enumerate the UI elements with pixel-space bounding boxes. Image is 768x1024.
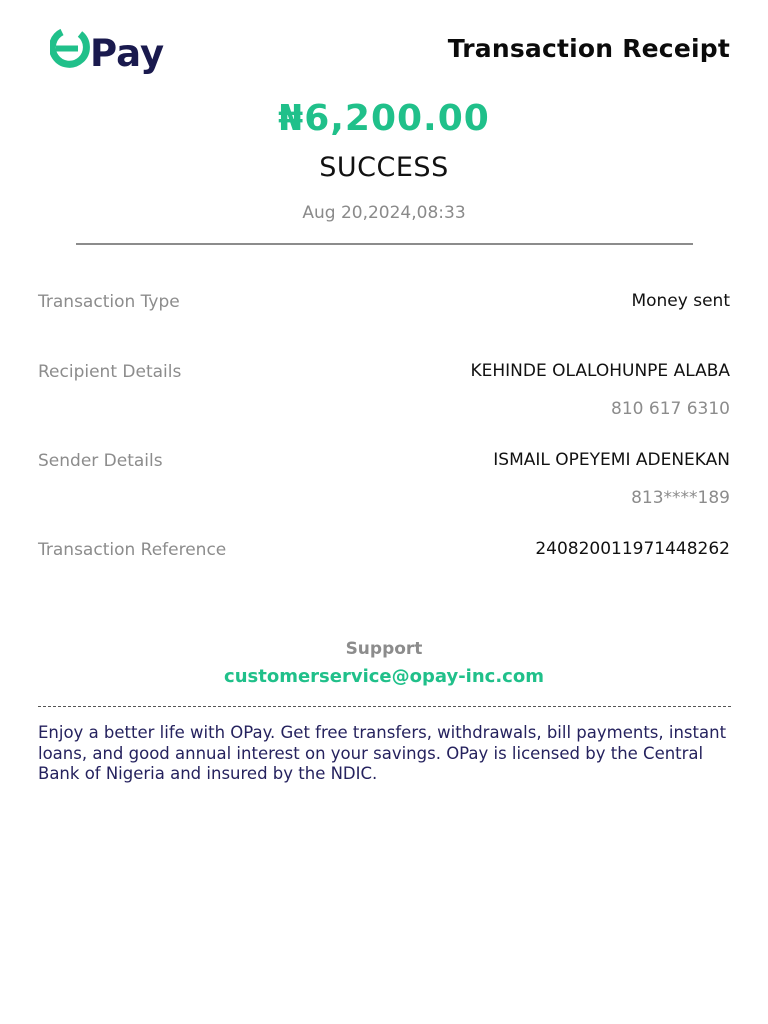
dashed-divider [38,706,731,707]
transaction-status: SUCCESS [319,152,449,183]
recipient-name: KEHINDE OLALOHUNPE ALABA [470,361,730,381]
sender-details-label: Sender Details [38,451,163,471]
header-divider [76,243,693,245]
receipt-title: Transaction Receipt [447,34,730,63]
footer-disclaimer: Enjoy a better life with OPay. Get free transfers, withdrawals, bill payments, instant loans, and good annual interest on your savings. OPay is licensed by the Central Bank of Nigeria and insured by the NDIC. [38,723,727,783]
recipient-account: 810 617 6310 [611,399,730,419]
transaction-datetime: Aug 20,2024,08:33 [302,203,466,223]
support-email-link[interactable]: customerservice@opay-inc.com [224,666,544,687]
recipient-details-label: Recipient Details [38,362,182,382]
sender-account: 813****189 [631,488,730,508]
transaction-type-label: Transaction Type [38,292,180,312]
transaction-amount: ₦6,200.00 [278,98,490,139]
sender-name: ISMAIL OPEYEMI ADENEKAN [493,450,730,470]
svg-text:Pay: Pay [90,32,165,74]
opay-logo [50,28,195,74]
support-label: Support [345,639,423,659]
opay-logo-mark [50,28,195,74]
transaction-reference-value: 240820011971448262 [535,539,730,559]
transaction-type-value: Money sent [631,291,730,311]
transaction-reference-label: Transaction Reference [38,540,227,560]
